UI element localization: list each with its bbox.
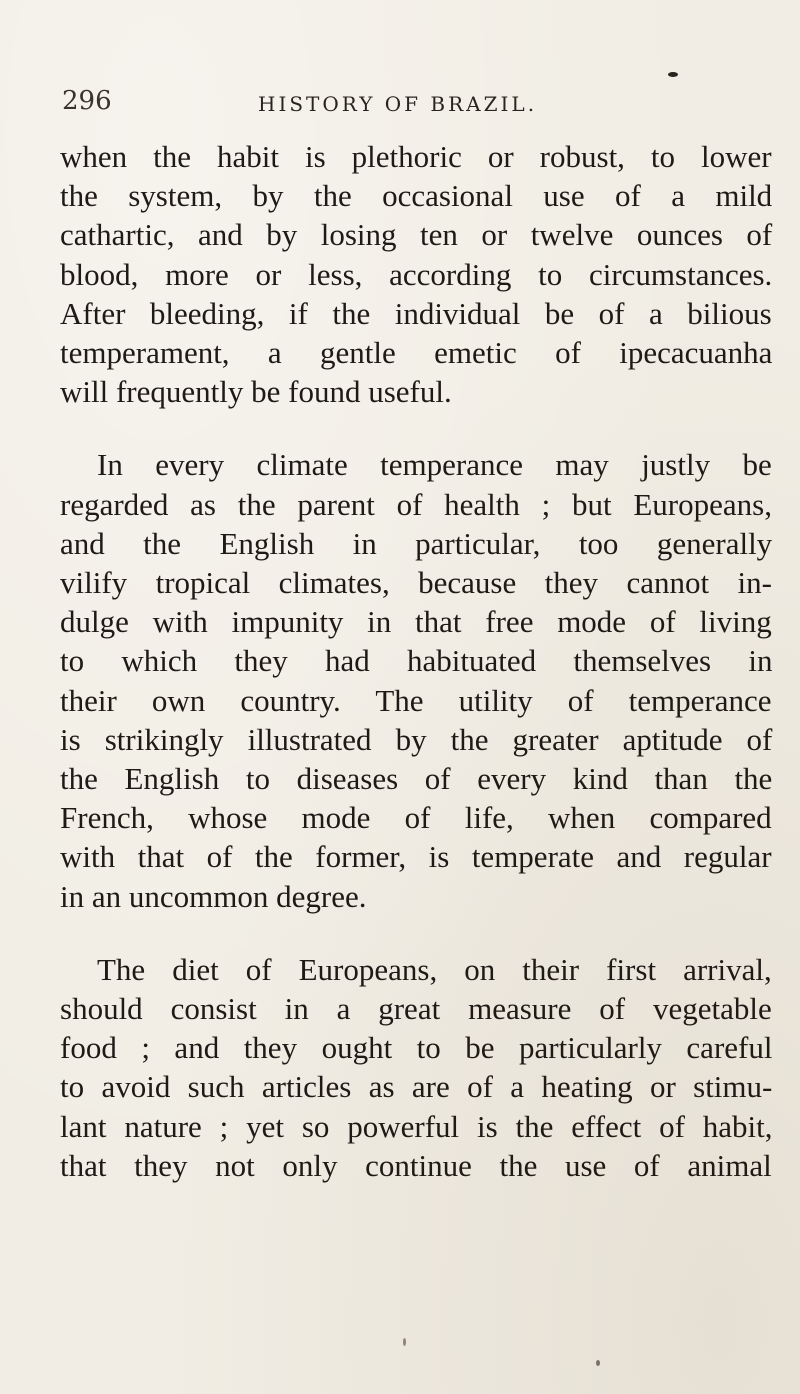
running-head: HISTORY OF BRAZIL. [258,92,538,116]
text-line: food ; and they ought to be particularly careful [60,1030,773,1066]
paragraph-3 [60,950,772,1185]
paragraph-gap [60,916,772,950]
text-line: French, whose mode of life, when compared [60,800,772,836]
text-line: is strikingly illustrated by the greater aptitude of [60,721,773,757]
text-line: to which they had habituated themselves in [60,643,773,679]
page-header [62,86,762,126]
text-line: In every climate temperance may justly be [97,447,772,483]
paragraph-2 [60,445,772,915]
text-line: to avoid such articles as are of a heating or stimu- [60,1069,773,1105]
text-line: After bleeding, if the individual be of a bilious [60,295,772,331]
text-line: in an uncommon degree. [60,878,367,914]
paragraph-gap [60,411,772,445]
text-line: lant nature ; yet so powerful is the effect of habit, [60,1108,773,1144]
text-line: the system, by the occasional use of a mild [60,178,773,214]
text-line: temperament, a gentle emetic of ipecacuanha [60,335,773,371]
ink-speck [668,72,678,77]
page-number: 296 [62,86,112,116]
ink-speck [403,1338,406,1346]
text-line: will frequently be found useful. [60,374,452,410]
text-line: regarded as the parent of health ; but Europeans, [60,486,772,522]
text-line: the English to diseases of every kind than the [60,761,773,797]
text-line: and the English in particular, too generally [60,525,773,561]
text-line: The diet of Europeans, on their first arrival, [97,951,772,987]
text-line: should consist in a great measure of vegetable [60,991,772,1027]
ink-speck [596,1360,600,1366]
text-line: their own country. The utility of temperance [60,682,772,718]
text-line: that they not only continue the use of animal [60,1147,772,1183]
text-line: blood, more or less, according to circumstances. [60,256,773,292]
body-text [60,137,772,1185]
text-line: cathartic, and by losing ten or twelve ounces of [60,217,773,253]
text-line: when the habit is plethoric or robust, to lower [60,139,772,174]
text-line: vilify tropical climates, because they cannot in- [60,565,772,601]
text-line: with that of the former, is temperate and regular [60,839,772,875]
paragraph-1 [60,137,772,411]
text-line: dulge with impunity in that free mode of living [60,604,772,640]
